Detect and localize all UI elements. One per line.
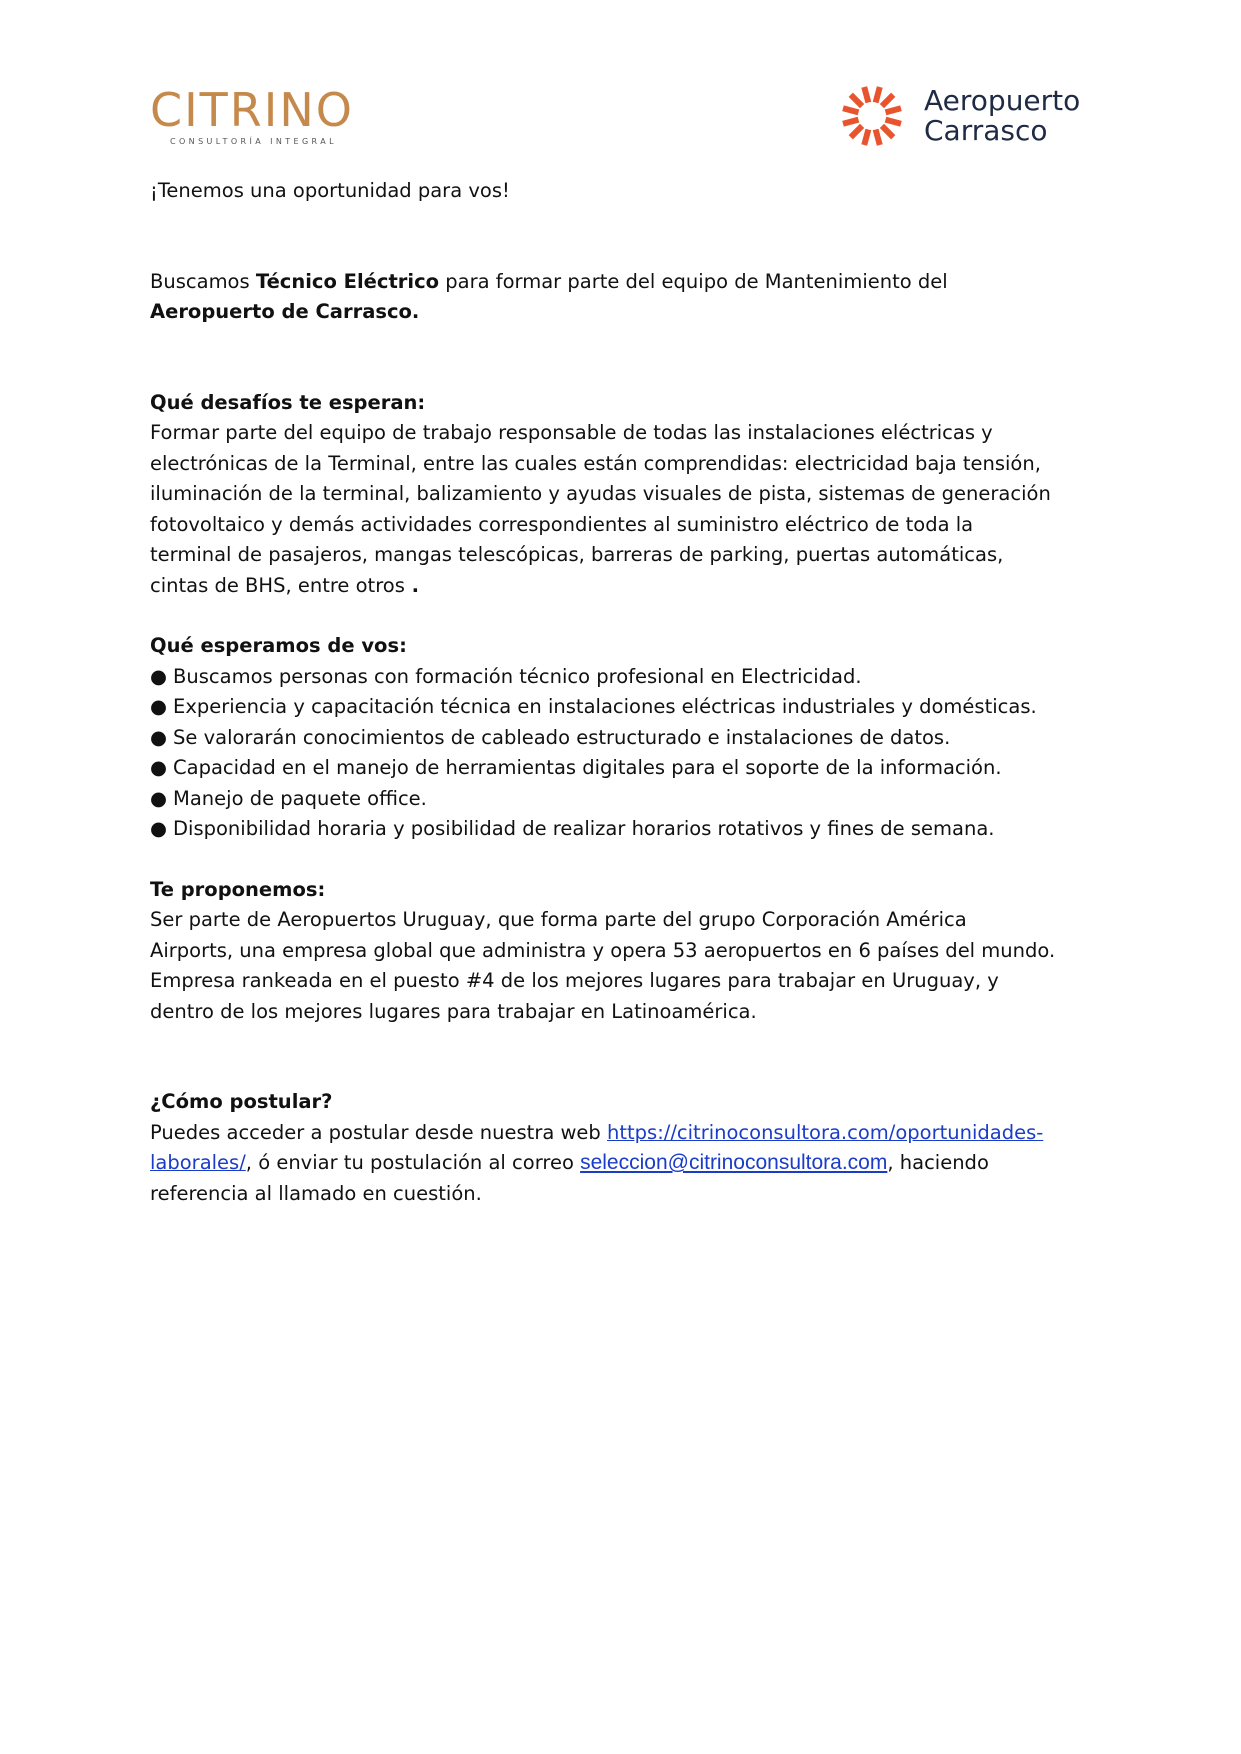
desafios-last-line bbox=[150, 571, 1100, 602]
list-item-text: Manejo de paquete office. bbox=[173, 786, 427, 810]
proponemos-line: Empresa rankeada en el puesto #4 de los mejores lugares para trabajar en Uruguay, y bbox=[150, 969, 999, 992]
postular-line1 bbox=[150, 1118, 1100, 1149]
section-title-desafios: Qué desafíos te esperan: bbox=[150, 390, 426, 414]
email-link[interactable]: seleccion@citrinoconsultora.com bbox=[580, 1151, 888, 1174]
sunburst-ray bbox=[886, 120, 901, 124]
sunburst-ray bbox=[886, 108, 901, 112]
desafios-line: fotovoltaico y demás actividades correspondientes al suministro eléctrico de toda la bbox=[150, 512, 974, 536]
citrino-wordmark: CITRINO bbox=[150, 83, 354, 137]
sunburst-ray bbox=[851, 126, 862, 137]
list-item-text: Experiencia y capacitación técnica en instalaciones eléctricas industriales y domésticas. bbox=[173, 695, 1037, 718]
citrino-logo bbox=[150, 83, 370, 152]
postular-line2 bbox=[150, 1148, 1100, 1179]
sunburst-ray bbox=[882, 95, 893, 106]
headline-post: para formar parte del equipo de Mantenimiento del bbox=[439, 269, 948, 293]
desafios-period: . bbox=[404, 573, 420, 597]
proponemos-line: Ser parte de Aeropuertos Uruguay, que forma parte del grupo Corporación América bbox=[150, 908, 967, 931]
desafios-line: Formar parte del equipo de trabajo responsable de todas las instalaciones eléctricas y bbox=[150, 421, 993, 444]
bullet-icon: ● bbox=[150, 756, 168, 779]
bullet-icon: ● bbox=[150, 817, 168, 840]
section-title-proponemos: Te proponemos: bbox=[150, 877, 326, 901]
sunburst-ray bbox=[876, 87, 880, 102]
list-item-text: Buscamos personas con formación técnico profesional en Electricidad. bbox=[173, 664, 862, 688]
list-item-text: Capacidad en el manejo de herramientas digitales para el soporte de la información. bbox=[173, 756, 1002, 779]
job-title: Técnico Eléctrico bbox=[255, 269, 440, 293]
proponemos-line: Airports, una empresa global que administra y opera 53 aeropuertos en 6 países del mundo. bbox=[150, 938, 1056, 962]
headline-line1 bbox=[150, 267, 1100, 298]
proponemos-paragraph bbox=[150, 905, 1100, 1027]
sunburst-icon bbox=[838, 82, 906, 150]
citrino-tagline: CONSULTORÍA INTEGRAL bbox=[170, 137, 337, 146]
intro-text: ¡Tenemos una oportunidad para vos! bbox=[150, 179, 510, 202]
headline-pre: Buscamos bbox=[150, 269, 256, 293]
postular-intro: Puedes acceder a postular desde nuestra web bbox=[150, 1120, 608, 1144]
bullet-icon: ● bbox=[150, 664, 168, 688]
desafios-line: electrónicas de la Terminal, entre las cuales están comprendidas: electricidad baja tensión, bbox=[150, 451, 1041, 475]
postular-line3: referencia al llamado en cuestión. bbox=[150, 1181, 482, 1205]
sunburst-ray bbox=[843, 108, 858, 112]
list-item-text: Se valorarán conocimientos de cableado estructurado e instalaciones de datos. bbox=[173, 725, 951, 749]
list-item bbox=[150, 814, 1100, 845]
sunburst-ray bbox=[882, 126, 893, 137]
proponemos-line: dentro de los mejores lugares para trabajar en Latinoamérica. bbox=[150, 999, 757, 1023]
aeropuerto-carrasco-logo bbox=[838, 80, 1098, 152]
section-title-postular: ¿Cómo postular? bbox=[150, 1090, 333, 1113]
desafios-paragraph bbox=[150, 418, 1100, 571]
list-item bbox=[150, 753, 1100, 784]
aeropuerto-line2: Carrasco bbox=[924, 114, 1048, 147]
document-body bbox=[150, 176, 1100, 1209]
list-item bbox=[150, 692, 1100, 723]
website-link-part1[interactable]: https://citrinoconsultora.com/oportunidades- bbox=[607, 1120, 1044, 1144]
bullet-icon: ● bbox=[150, 786, 168, 810]
aeropuerto-line1: Aeropuerto bbox=[924, 84, 1081, 117]
section-title-esperamos: Qué esperamos de vos: bbox=[150, 634, 407, 657]
sunburst-ray bbox=[851, 95, 862, 106]
desafios-line: terminal de pasajeros, mangas telescópicas, barreras de parking, puertas automáticas, bbox=[150, 543, 1004, 566]
list-item bbox=[150, 662, 1100, 693]
sunburst-ray bbox=[864, 130, 868, 145]
website-link-part2[interactable]: laborales/ bbox=[150, 1151, 246, 1174]
bullet-icon: ● bbox=[150, 725, 168, 749]
desafios-line: iluminación de la terminal, balizamiento y ayudas visuales de pista, sistemas de generación bbox=[150, 482, 1051, 505]
sunburst-ray bbox=[876, 130, 880, 145]
sunburst-ray bbox=[843, 120, 858, 124]
desafios-last-text: cintas de BHS, entre otros bbox=[150, 573, 405, 597]
esperamos-list bbox=[150, 662, 1100, 845]
bullet-icon: ● bbox=[150, 695, 168, 718]
list-item bbox=[150, 723, 1100, 754]
headline-line2: Aeropuerto de Carrasco. bbox=[150, 300, 420, 323]
list-item-text: Disponibilidad horaria y posibilidad de realizar horarios rotativos y fines de semana. bbox=[173, 817, 995, 840]
list-item bbox=[150, 784, 1100, 815]
postular-end: , haciendo bbox=[887, 1151, 989, 1174]
sunburst-ray bbox=[864, 87, 868, 102]
aeropuerto-wordmark bbox=[924, 86, 1080, 146]
postular-mid: , ó enviar tu postulación al correo bbox=[245, 1151, 581, 1174]
